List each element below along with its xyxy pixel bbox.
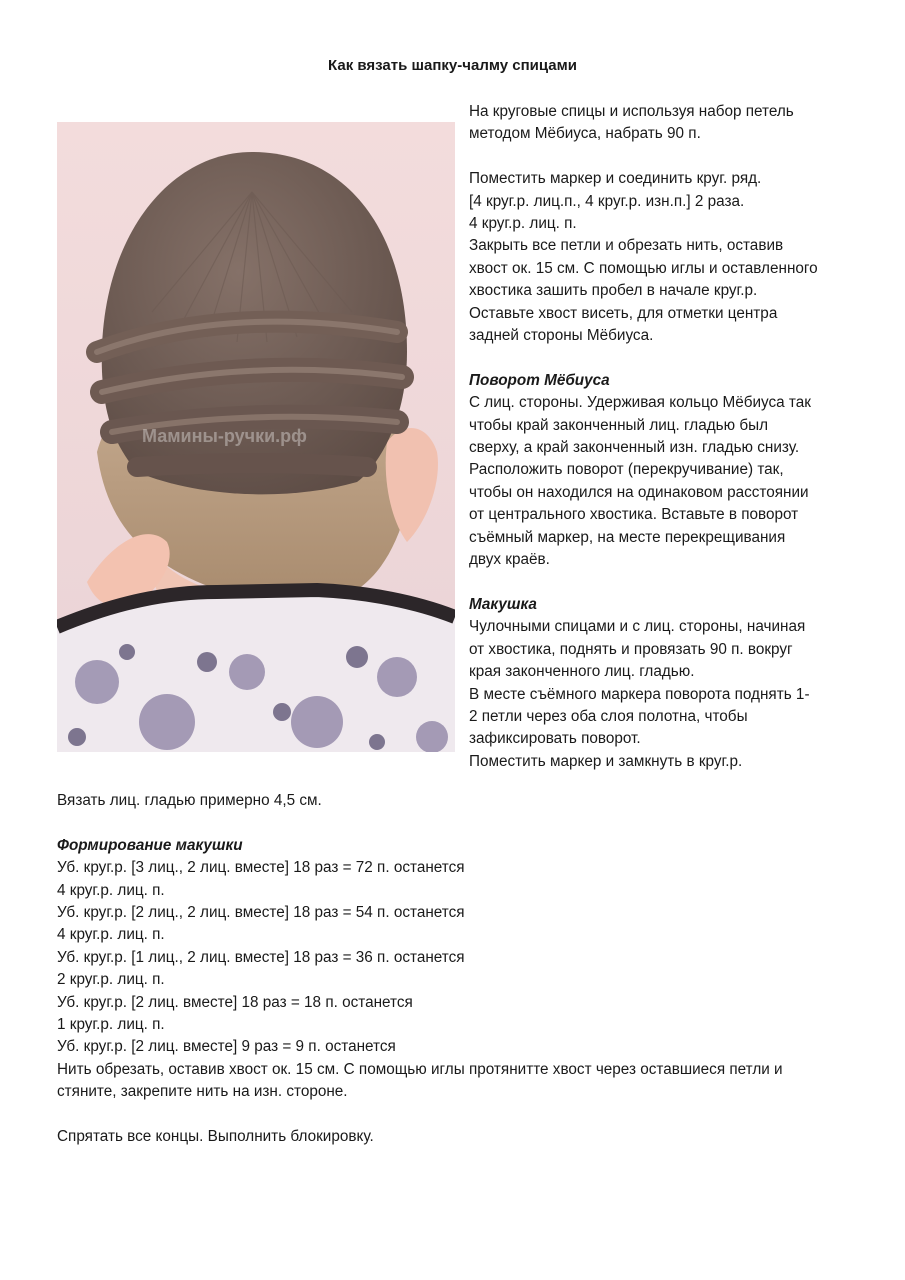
- text-line: Уб. круг.р. [1 лиц., 2 лиц. вместе] 18 раз = 36 п. останется: [57, 948, 465, 966]
- text-line: хвостика зашить пробел в начале круг.р.: [469, 282, 758, 300]
- text-line: Уб. круг.р. [2 лиц. вместе] 9 раз = 9 п. останется: [57, 1038, 396, 1056]
- text-line: чтобы он находился на одинаковом расстоянии: [469, 483, 809, 501]
- text-line: Вязать лиц. гладью примерно 4,5 см.: [57, 792, 322, 809]
- text-line: от хвостика, поднять и провязать 90 п. вокруг: [469, 640, 793, 658]
- text-line: Расположить поворот (перекручивание) так,: [469, 461, 784, 479]
- text-line: хвост ок. 15 см. С помощью иглы и оставленного: [469, 259, 818, 277]
- text-line: На круговые спицы и используя набор петель: [469, 103, 794, 120]
- turban-hat-illustration: [57, 122, 455, 752]
- text-line: двух краёв.: [469, 551, 550, 569]
- text-line: Спрятать все концы. Выполнить блокировку.: [57, 1128, 374, 1146]
- section-heading-crown: Макушка: [469, 595, 537, 613]
- text-line: методом Мёбиуса, набрать 90 п.: [469, 125, 701, 143]
- text-line: 2 петли через оба слоя полотна, чтобы: [469, 707, 748, 725]
- text-line: съёмный маркер, на месте перекрещивания: [469, 528, 786, 546]
- text-line: края законченного лиц. гладью.: [469, 663, 695, 681]
- text-line: В месте съёмного маркера поворота поднять 1-: [469, 685, 810, 703]
- text-line: Поместить маркер и соединить круг. ряд.: [469, 170, 762, 188]
- text-line: 4 круг.р. лиц. п.: [469, 215, 577, 233]
- page-title: Как вязать шапку-чалму спицами: [328, 57, 577, 74]
- text-line: сверху, а край законченный изн. гладью снизу.: [469, 439, 800, 457]
- bottom-text: [57, 790, 857, 1148]
- text-line: Закрыть все петли и обрезать нить, оставив: [469, 237, 784, 255]
- section-heading-mobius-twist: Поворот Мёбиуса: [469, 371, 610, 389]
- text-line: чтобы край законченный лиц. гладью был: [469, 416, 769, 434]
- text-line: задней стороны Мёбиуса.: [469, 327, 654, 345]
- section-heading-crown-shaping: Формирование макушки: [57, 836, 243, 854]
- text-line: 4 круг.р. лиц. п.: [57, 926, 165, 944]
- text-line: Уб. круг.р. [2 лиц. вместе] 18 раз = 18 п. останется: [57, 993, 413, 1011]
- text-line: зафиксировать поворот.: [469, 730, 641, 748]
- text-line: Уб. круг.р. [3 лиц., 2 лиц. вместе] 18 раз = 72 п. останется: [57, 859, 465, 877]
- text-line: от центрального хвостика. Вставьте в поворот: [469, 506, 799, 524]
- text-line: 2 круг.р. лиц. п.: [57, 971, 165, 989]
- text-line: С лиц. стороны. Удерживая кольцо Мёбиуса так: [469, 394, 811, 412]
- right-column-text: [469, 101, 859, 773]
- text-line: стяните, закрепите нить на изн. стороне.: [57, 1083, 348, 1101]
- text-line: Поместить маркер и замкнуть в круг.р.: [469, 752, 743, 770]
- hat-photo: [57, 122, 455, 752]
- text-line: 4 круг.р. лиц. п.: [57, 881, 165, 899]
- text-line: Уб. круг.р. [2 лиц., 2 лиц. вместе] 18 раз = 54 п. останется: [57, 904, 465, 922]
- text-line: 1 круг.р. лиц. п.: [57, 1016, 165, 1034]
- text-line: [4 круг.р. лиц.п., 4 круг.р. изн.п.] 2 раза.: [469, 192, 745, 210]
- text-line: Оставьте хвост висеть, для отметки центра: [469, 304, 778, 322]
- watermark-text: Мамины-ручки.рф: [142, 426, 307, 446]
- text-line: Чулочными спицами и с лиц. стороны, начиная: [469, 618, 806, 636]
- text-line: Нить обрезать, оставив хвост ок. 15 см. С помощью иглы протянитте хвост через оставшиеся петли и: [57, 1060, 783, 1078]
